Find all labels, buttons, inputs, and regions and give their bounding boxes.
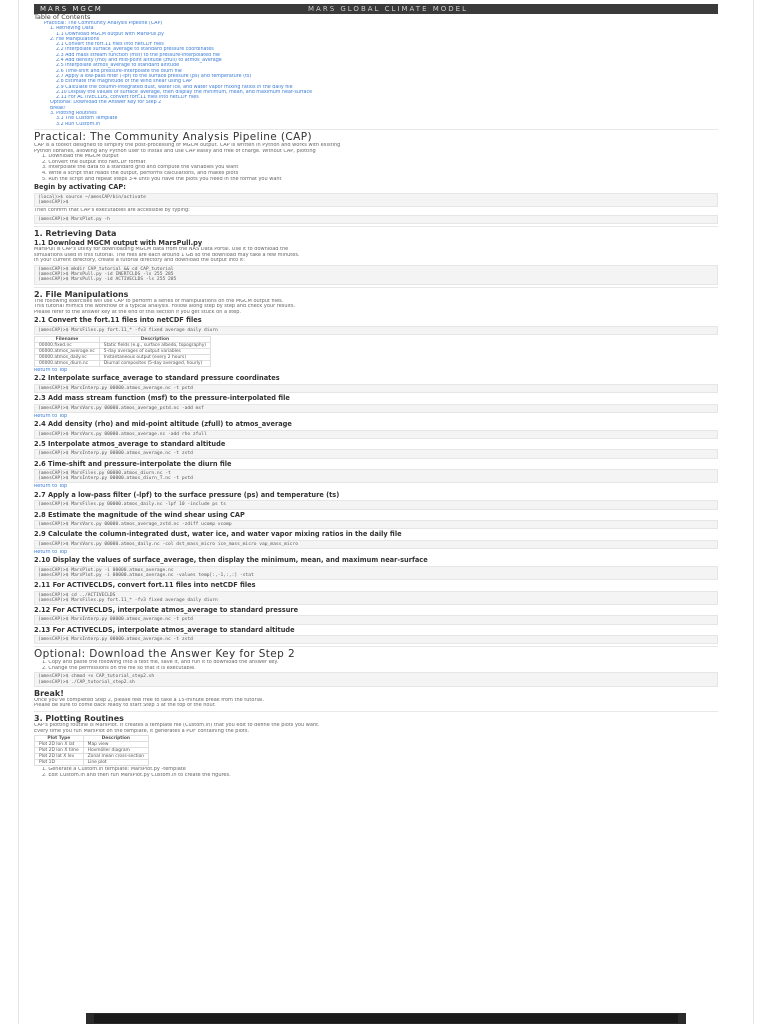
divider xyxy=(34,287,718,288)
download-paragraph: simulations used in this tutorial. The files are each around 1 GB so the download may take a few minutes. xyxy=(34,252,300,258)
return-to-top-link[interactable]: Return to Top xyxy=(34,413,68,419)
site-brand[interactable]: MARS MGCM xyxy=(40,5,103,13)
toc-item[interactable]: 3.2 Run Custom.in xyxy=(56,121,101,127)
table-cell: Map view xyxy=(83,742,148,748)
download-paragraph: MarsPull is CAP's utility for downloading MGCM data from the NAS Data Portal. Use it to download the xyxy=(34,247,289,253)
toc-item[interactable]: 2. File Manipulations xyxy=(50,36,100,42)
table-row xyxy=(35,342,211,348)
download-paragraph: In your current directory, create a tutorial directory and download the output into it: xyxy=(34,258,245,264)
toc-item[interactable]: Break! xyxy=(50,105,66,111)
return-to-top-link[interactable]: Return to Top xyxy=(34,367,68,373)
toc-item[interactable]: 1.1 Download MGCM output with MarsPull.py xyxy=(56,31,164,37)
plotting-step: 2. Edit Custom.in and then run MarsPlot.py Custom.in to create the figures. xyxy=(42,772,231,778)
table-cell: 00000.atmos_average.nc xyxy=(35,348,100,354)
toc-item[interactable]: 3. Plotting Routines xyxy=(50,111,97,117)
code-block-shear[interactable]: (amesCAP)>$ MarsVars.py 00000.atmos_average_zstd.nc -zdiff ucomp vcomp xyxy=(34,520,718,529)
plotting-step: 1. Generate a Custom.in template: MarsPlot.py -template xyxy=(42,767,186,773)
file-manip-paragraph: This tutorial mimics the workflow of a typical analysis. Follow along step by step and check your results. xyxy=(34,304,296,310)
intro-step: 2. Convert the output into netCDF format xyxy=(42,159,146,165)
table-cell: Plot 2D lat X lev xyxy=(35,754,84,760)
return-to-top-link[interactable]: Return to Top xyxy=(34,549,68,555)
toc-item[interactable]: 2.2 Interpolate surface_average to standard pressure coordinates xyxy=(56,47,214,53)
begin-heading: Begin by activating CAP: xyxy=(34,183,126,192)
table-cell: Line plot xyxy=(83,760,148,766)
table-row xyxy=(35,360,211,366)
toc-item[interactable]: 1. Retrieving Data xyxy=(50,26,94,32)
top-navigation-bar xyxy=(34,4,718,14)
toc-item[interactable]: 2.9 Calculate the column-integrated dust, water ice, and water vapor mixing ratios in the daily file xyxy=(56,84,293,90)
file-manip-paragraph: Please refer to the answer key at the end of this section if you get stuck on a step. xyxy=(34,309,242,315)
plot-type-table xyxy=(34,735,149,766)
lpf-heading: 2.7 Apply a low-pass filter (-lpf) to the surface pressure (ps) and temperature (ts) xyxy=(34,490,340,499)
site-title[interactable]: MARS GLOBAL CLIMATE MODEL xyxy=(308,5,468,13)
table-header-cell: Description xyxy=(83,736,148,742)
download-heading: 1.1 Download MGCM output with MarsPull.py xyxy=(34,238,203,247)
table-cell: Static fields (e.g., surface albedo, topography) xyxy=(99,342,210,348)
code-block-interp[interactable]: (amesCAP)>$ MarsInterp.py 00000.atmos_average.nc -t pstd xyxy=(34,384,718,393)
table-cell: 5-day averages of output variables xyxy=(99,348,210,354)
answer-step: 1. Copy and paste the following into a text file, save it, and run it to download the answer key. xyxy=(42,660,279,666)
code-block-diurn[interactable]: (amesCAP)>$ MarsFiles.py 00000.atmos_diurn.nc -t (amesCAP)>$ MarsInterp.py 00000.atmos_diurn_T.nc -t pstd xyxy=(34,469,718,483)
code-block-active-zstd[interactable]: (amesCAP)>$ MarsInterp.py 00000.atmos_average.nc -t zstd xyxy=(34,635,718,644)
table-header-cell: Filename xyxy=(35,336,100,342)
confirm-paragraph: Then confirm that CAP's executables are accessible by typing: xyxy=(34,207,190,213)
table-row xyxy=(35,354,211,360)
code-block-lpf[interactable]: (amesCAP)>$ MarsFiles.py 00000.atmos_daily.nc -lpf 10 -include ps ts xyxy=(34,500,718,509)
code-block-download[interactable]: (amesCAP)>$ mkdir CAP_tutorial && cd CAP_tutorial (amesCAP)>$ MarsPull.py -id INERTCLDS -ls 255 285 (amesCAP)>$ MarsPull.py -id ACTIVECLDS -ls 255 285 xyxy=(34,265,718,285)
code-block-activate[interactable]: (local)>$ source ~/amesCAP/bin/activate (amesCAP)>$ xyxy=(34,193,718,207)
plotting-paragraph: CAP's plotting routine is MarsPlot. It creates a template file (Custom.in) that you edit to define the plots you want. xyxy=(34,722,320,728)
table-row xyxy=(35,760,149,766)
toc-item[interactable]: 3.1 The Custom Template xyxy=(56,116,118,122)
table-cell: 00000.atmos_diurn.nc xyxy=(35,360,100,366)
intro-paragraph: CAP is a toolkit designed to simplify the post-processing of MGCM output. CAP is written in Python and works with existing xyxy=(34,142,341,148)
intro-step: 4. Write a script that reads the output, performs calculations, and makes plots xyxy=(42,170,239,176)
intro-step: 3. Interpolate the data to a standard grid and compute the variables you want xyxy=(42,165,239,171)
toc-item[interactable]: 2.7 Apply a low-pass filter (-lpf) to the surface pressure (ps) and temperature (ts) xyxy=(56,73,252,79)
table-cell: 00000.atmos_daily.nc xyxy=(35,354,100,360)
divider xyxy=(34,711,718,712)
code-block-zstd[interactable]: (amesCAP)>$ MarsInterp.py 00000.atmos_average.nc -t zstd xyxy=(34,449,718,458)
divider xyxy=(34,129,718,130)
break-paragraph: Please be sure to come back ready to start Step 3 at the top of the hour. xyxy=(34,703,216,709)
toc-item[interactable]: 2.5 Interpolate atmos_average to standard altitude xyxy=(56,63,180,69)
answer-key-heading: Optional: Download the Answer Key for Step 2 xyxy=(34,648,296,661)
rho-heading: 2.4 Add density (rho) and mid-point altitude (zfull) to atmos_average xyxy=(34,420,292,429)
practical-heading: Practical: The Community Analysis Pipeline (CAP) xyxy=(34,130,312,143)
table-cell: Zonal mean cross-section xyxy=(83,754,148,760)
table-cell: Hovmöller diagram xyxy=(83,748,148,754)
active-zstd-heading: 2.13 For ACTIVECLDS, interpolate atmos_average to standard altitude xyxy=(34,625,295,634)
toc-item[interactable]: 2.4 Add density (rho) and mid-point altitude (zfull) to atmos_average xyxy=(56,58,222,64)
table-header-cell: Description xyxy=(99,336,210,342)
answer-step: 2. Change the permissions on the file so that it is executable. xyxy=(42,665,196,671)
code-block-answer[interactable]: (amesCAP)>$ chmod +x CAP_tutorial_step2.sh (amesCAP)>$ ./CAP_tutorial_step2.sh xyxy=(34,672,718,686)
file-manip-heading: 2. File Manipulations xyxy=(34,289,129,299)
retrieving-heading: 1. Retrieving Data xyxy=(34,228,117,238)
file-table xyxy=(34,336,211,367)
code-block-msf[interactable]: (amesCAP)>$ MarsVars.py 00000.atmos_average_pstd.nc -add msf xyxy=(34,404,718,413)
toc-item[interactable]: 2.10 Display the values of surface_average, then display the minimum, mean, and maximum near-surface xyxy=(56,89,313,95)
toc-item[interactable]: 2.8 Estimate the magnitude of the wind shear using CAP xyxy=(56,79,193,85)
document-content xyxy=(34,14,718,1012)
code-block-rho[interactable]: (amesCAP)>$ MarsVars.py 00000.atmos_average.nc -add rho zfull xyxy=(34,430,718,439)
toc-item[interactable]: 2.6 Time-shift and pressure-interpolate the diurn file xyxy=(56,68,182,74)
toc-item[interactable]: Practical: The Community Analysis Pipeline (CAP) xyxy=(44,21,163,26)
table-cell: Plot 1D xyxy=(35,760,84,766)
interp-heading: 2.2 Interpolate surface_average to standard pressure coordinates xyxy=(34,374,280,383)
file-manip-paragraph: The following exercises will use CAP to perform a series of manipulations on the MGCM output files. xyxy=(34,298,284,304)
table-header-cell: Plot Type xyxy=(35,736,84,742)
toc-title: Table of Contents xyxy=(34,14,91,21)
code-block-display[interactable]: (amesCAP)>$ MarsPlot.py -i 00000.atmos_average.nc (amesCAP)>$ MarsPlot.py -i 00000.atmos_average.nc -values temp[:,-1,:,:] -stat xyxy=(34,566,718,580)
toc-list xyxy=(34,21,718,127)
table-cell: Plot 2D lon X time xyxy=(35,748,84,754)
intro-step: 1. Download the MGCM output xyxy=(42,154,119,160)
code-block-active-interp[interactable]: (amesCAP)>$ MarsInterp.py 00000.atmos_average.nc -t pstd xyxy=(34,615,718,624)
plotting-heading: 3. Plotting Routines xyxy=(34,713,124,723)
column-heading: 2.9 Calculate the column-integrated dust, water ice, and water vapor mixing ratios in the daily file xyxy=(34,530,402,539)
shear-heading: 2.8 Estimate the magnitude of the wind shear using CAP xyxy=(34,510,245,519)
divider xyxy=(34,646,718,647)
intro-step: 5. Run the script and repeat steps 3-4 until you have the plots you need in the format you want xyxy=(42,176,282,182)
code-block-confirm[interactable]: (amesCAP)>$ MarsPlot.py -h xyxy=(34,215,718,224)
toc-item[interactable]: 2.3 Add mass stream function (msf) to the pressure-interpolated file xyxy=(56,52,221,58)
active-heading: 2.11 For ACTIVECLDS, convert fort.11 files into netCDF files xyxy=(34,581,256,590)
terminal-window xyxy=(94,1014,678,1023)
display-heading: 2.10 Display the values of surface_average, then display the minimum, mean, and maximum near-surface xyxy=(34,556,428,565)
code-block-convert[interactable]: (amesCAP)>$ MarsFiles.py fort.11_* -fv3 fixed average daily diurn xyxy=(34,326,718,335)
active-interp-heading: 2.12 For ACTIVECLDS, interpolate atmos_average to standard pressure xyxy=(34,605,299,614)
table-cell: Plot 2D lon X lat xyxy=(35,742,84,748)
break-paragraph: Once you've completed Step 2, please feel free to take a 15-minute break from the tutorial. xyxy=(34,697,264,703)
terminal-screenshot xyxy=(86,1013,686,1024)
diurn-heading: 2.6 Time-shift and pressure-interpolate the diurn file xyxy=(34,459,232,468)
break-heading: Break! xyxy=(34,688,64,698)
divider xyxy=(34,226,718,227)
code-block-active[interactable]: (amesCAP)>$ cd ../ACTIVECLDS (amesCAP)>$ MarsFiles.py fort.11_* -fv3 fixed average daily diurn xyxy=(34,591,718,605)
table-cell: Instantaneous output (every 2 hours) xyxy=(99,354,210,360)
intro-paragraph: Python libraries, allowing any Python user to install and use CAP easily and free of charge. Without CAP, plotting xyxy=(34,148,316,154)
return-to-top-link[interactable]: Return to Top xyxy=(34,484,68,490)
code-block-column[interactable]: (amesCAP)>$ MarsVars.py 00000.atmos_daily.nc -col dst_mass_micro ice_mass_micro vap_mass_micro xyxy=(34,540,718,549)
msf-heading: 2.3 Add mass stream function (msf) to the pressure-interpolated file xyxy=(34,394,290,403)
zstd-heading: 2.5 Interpolate atmos_average to standard altitude xyxy=(34,439,226,448)
toc-item[interactable]: 2.1 Convert the fort.11 files into netCDF files xyxy=(56,42,164,48)
convert-heading: 2.1 Convert the fort.11 files into netCDF files xyxy=(34,316,202,325)
table-row xyxy=(35,754,149,760)
table-cell: 00000.fixed.nc xyxy=(35,342,100,348)
toc-item[interactable]: Optional: Download the Answer Key for Step 2 xyxy=(50,100,162,106)
plotting-paragraph: Every time you run MarsPlot on the template, it generates a PDF containing the plots. xyxy=(34,728,250,734)
toc-item[interactable]: 2.11 For ACTIVECLDS, convert fort.11 files into netCDF files xyxy=(56,95,199,101)
table-cell: Diurnal composites (5-day averaged, hourly) xyxy=(99,360,210,366)
